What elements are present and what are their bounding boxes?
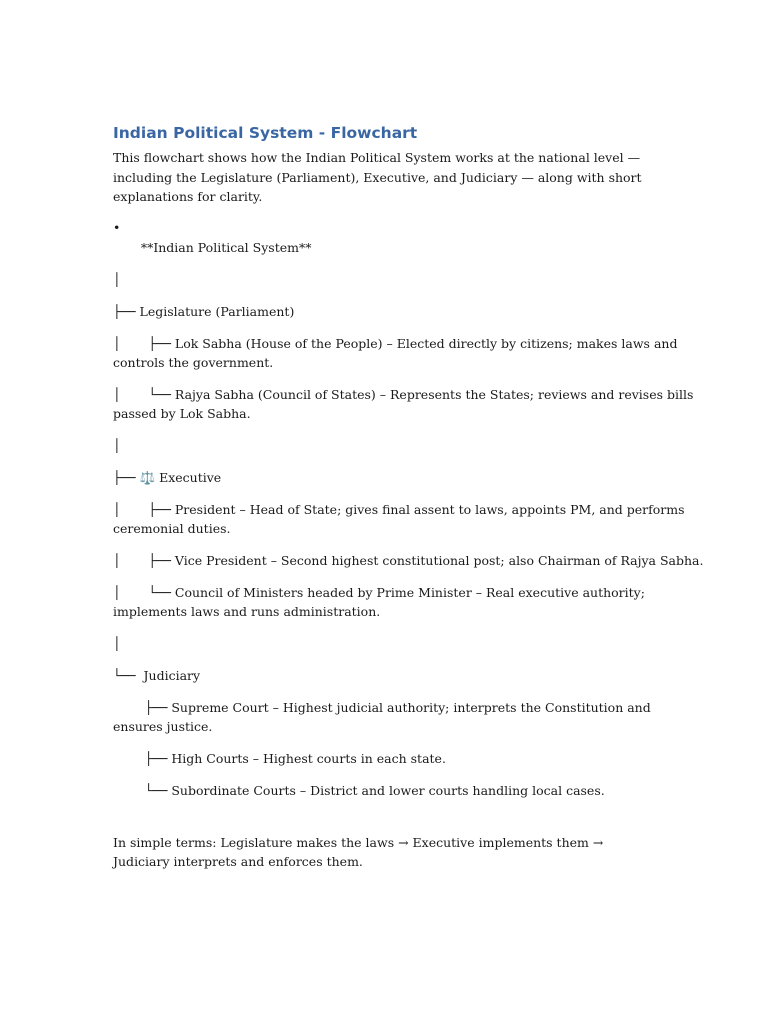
- bullet-marker: •: [113, 220, 121, 235]
- judiciary-heading: └── Judiciary: [113, 668, 201, 683]
- page-title: Indian Political System - Flowchart: [113, 124, 418, 142]
- executive-heading: ├── ⚖️ Executive: [113, 470, 222, 485]
- council-line-2: implements laws and runs administration.: [113, 604, 381, 619]
- president-line-1: │ ├── President – Head of State; gives final assent to laws, appoints PM, and performs: [113, 502, 685, 517]
- connector-line: │: [113, 636, 121, 651]
- connector-line: │: [113, 438, 121, 453]
- rajya-sabha-line-2: passed by Lok Sabha.: [113, 406, 251, 421]
- vice-president-line: │ ├── Vice President – Second highest constitutional post; also Chairman of Rajya Sabha.: [113, 553, 704, 568]
- supreme-court-line-2: ensures justice.: [113, 719, 213, 734]
- lok-sabha-line-1: │ ├── Lok Sabha (House of the People) – Elected directly by citizens; makes laws and: [113, 336, 678, 351]
- subordinate-courts-line: └── Subordinate Courts – District and lower courts handling local cases.: [113, 783, 605, 798]
- summary-paragraph: In simple terms: Legislature makes the laws → Executive implements them → Judiciary interprets and enforces them.: [113, 835, 604, 869]
- flowchart-root: **Indian Political System**: [113, 240, 312, 255]
- connector-line: │: [113, 272, 121, 287]
- supreme-court-line-1: ├── Supreme Court – Highest judicial authority; interprets the Constitution and: [113, 700, 651, 715]
- president-line-2: ceremonial duties.: [113, 521, 231, 536]
- high-courts-line: ├── High Courts – Highest courts in each state.: [113, 751, 446, 766]
- intro-paragraph: This flowchart shows how the Indian Political System works at the national level — including the Legislature (Parliament), Executive, and Judiciary — along with short explanations for clarity.: [113, 150, 642, 204]
- legislature-heading: ├── Legislature (Parliament): [113, 304, 295, 319]
- council-line-1: │ └── Council of Ministers headed by Prime Minister – Real executive authority;: [113, 585, 645, 600]
- lok-sabha-line-2: controls the government.: [113, 355, 274, 370]
- rajya-sabha-line-1: │ └── Rajya Sabha (Council of States) – Represents the States; reviews and revises bills: [113, 387, 694, 402]
